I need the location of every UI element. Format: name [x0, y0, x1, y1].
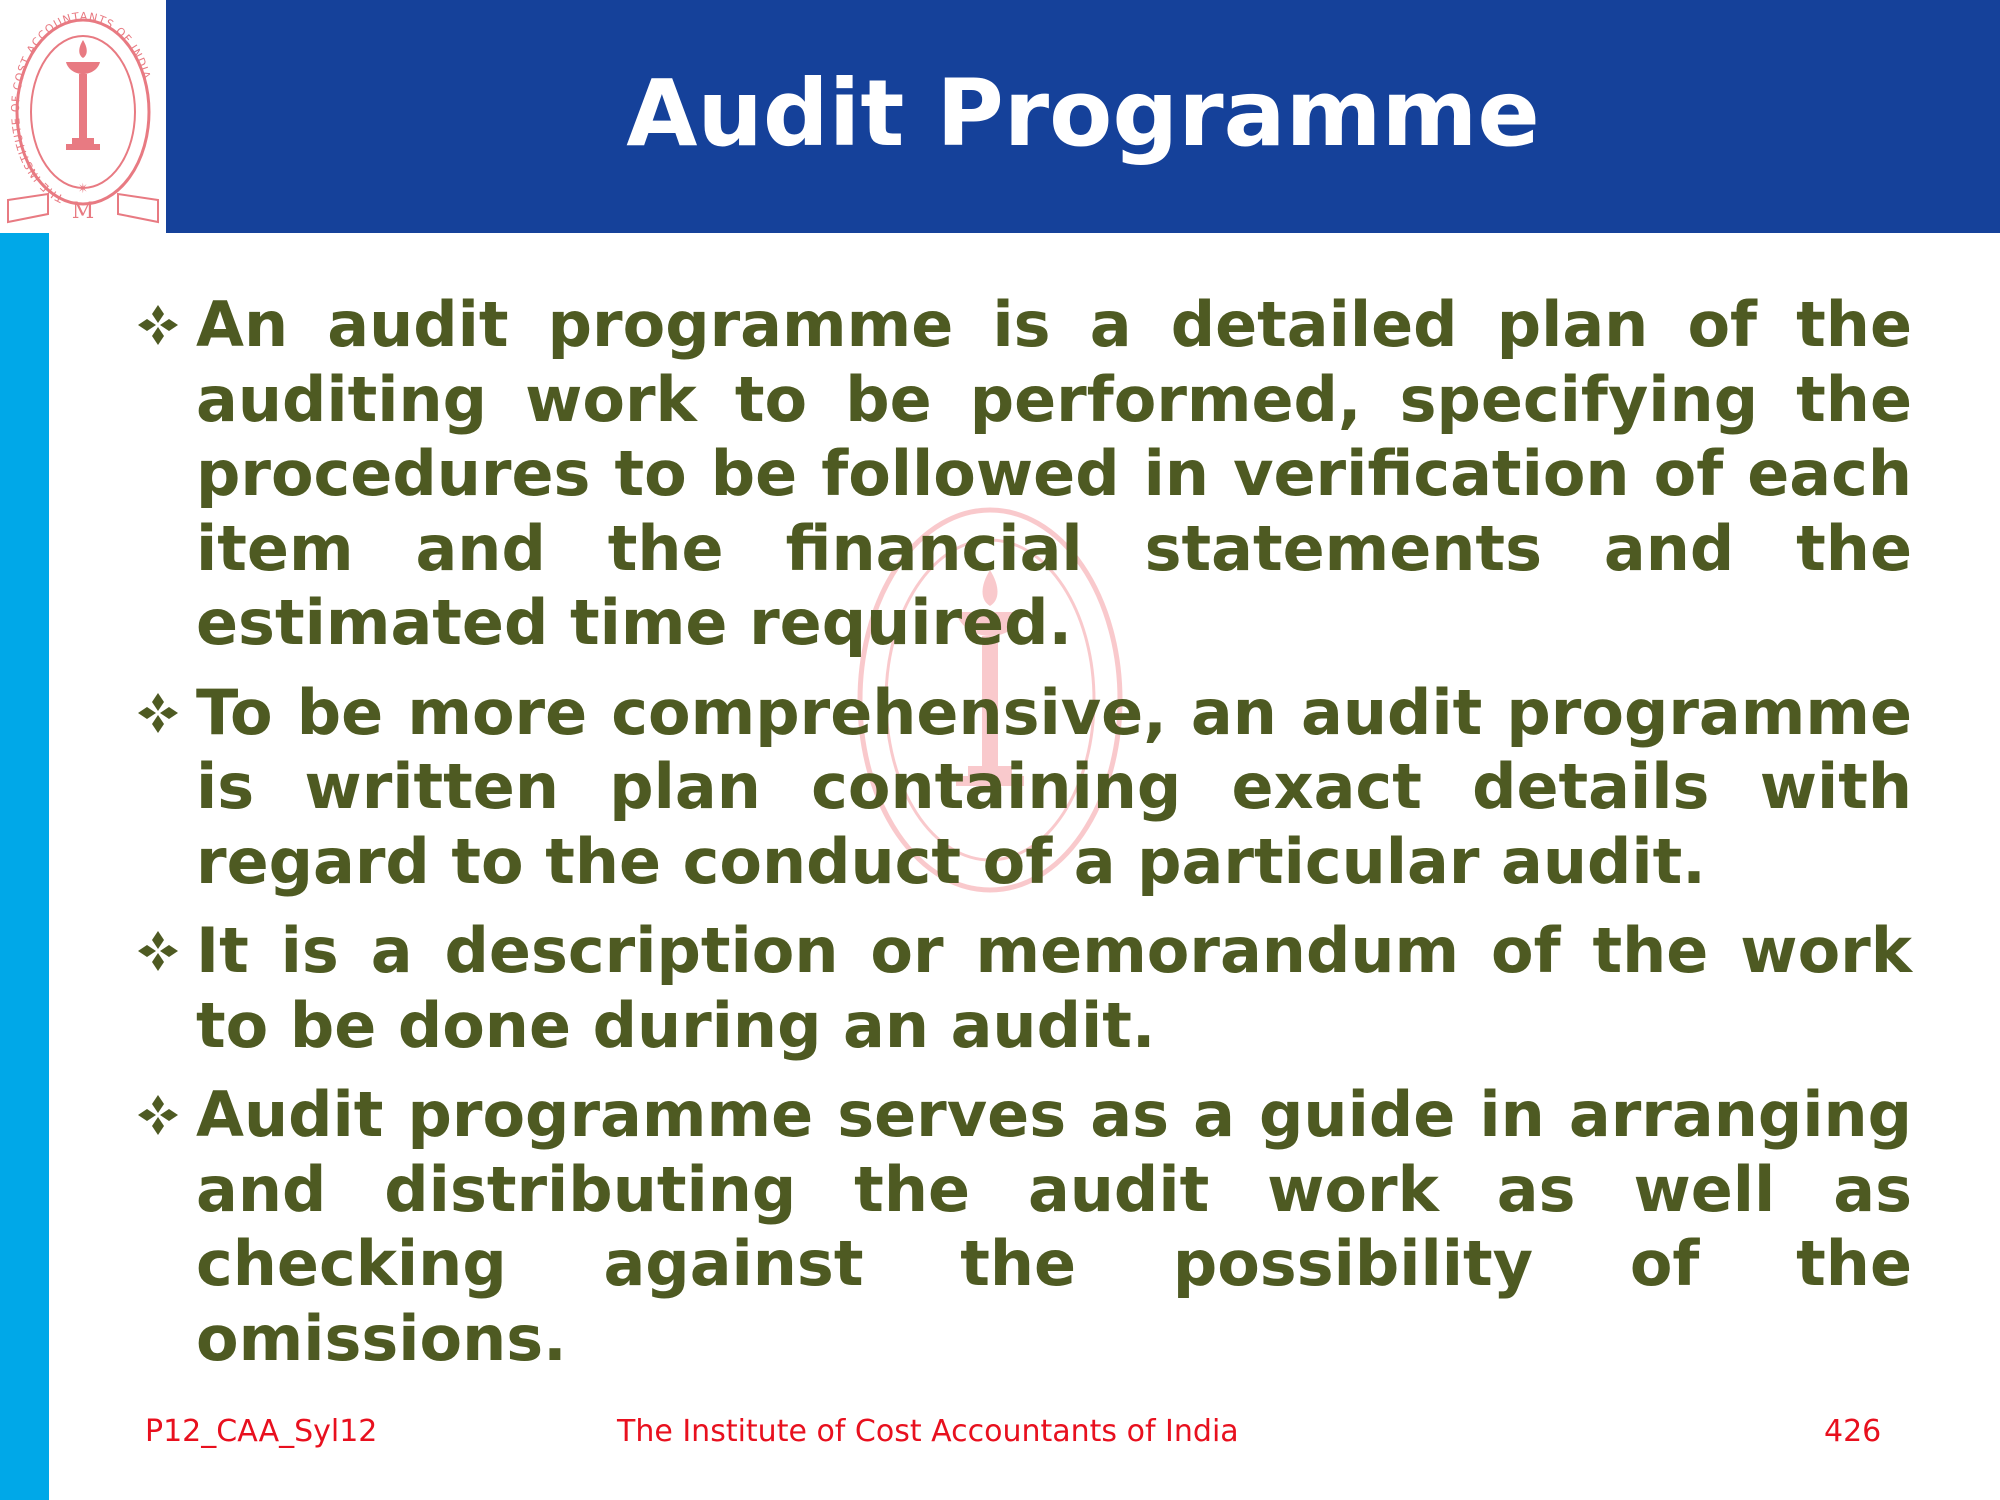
left-accent-bar — [0, 233, 49, 1500]
svg-text:✴: ✴ — [77, 181, 89, 197]
bullet-item — [120, 676, 1912, 900]
bullet-item — [120, 914, 1912, 1063]
four-diamond-bullet-icon — [120, 914, 196, 988]
logo-ring-text: THE INSTITUTE OF COST ACCOUNTANTS OF INDIA — [8, 9, 154, 205]
four-diamond-bullet-icon — [120, 1078, 196, 1152]
bullet-text: To be more comprehensive, an audit programme is written plan containing exact details with regard to the conduct of a particular audit. — [196, 675, 1912, 898]
institute-logo — [0, 0, 166, 233]
bullet-item — [120, 1078, 1912, 1376]
bullet-text: Audit programme serves as a guide in arranging and distributing the audit work as well as checking against the possibility of the omissions. — [196, 1078, 1912, 1375]
footer-page-number: 426 — [1824, 1414, 1882, 1449]
bullet-text: It is a description or memorandum of the work to be done during an audit. — [196, 914, 1912, 1062]
bullet-list — [120, 288, 1912, 1391]
four-diamond-bullet-icon — [120, 288, 196, 362]
four-diamond-bullet-icon — [120, 676, 196, 750]
lamp-emblem-icon — [0, 0, 166, 233]
footer-institute: The Institute of Cost Accountants of India — [617, 1414, 1239, 1449]
bullet-text: An audit programme is a detailed plan of the auditing work to be performed, specifying the procedures to be followed in verification of each item and the financial statements and the estimated time required. — [196, 288, 1912, 659]
footer-code: P12_CAA_Syl12 — [145, 1414, 378, 1449]
svg-text:M: M — [71, 199, 95, 224]
bullet-item — [120, 288, 1912, 661]
slide-title: Audit Programme — [626, 60, 1540, 167]
